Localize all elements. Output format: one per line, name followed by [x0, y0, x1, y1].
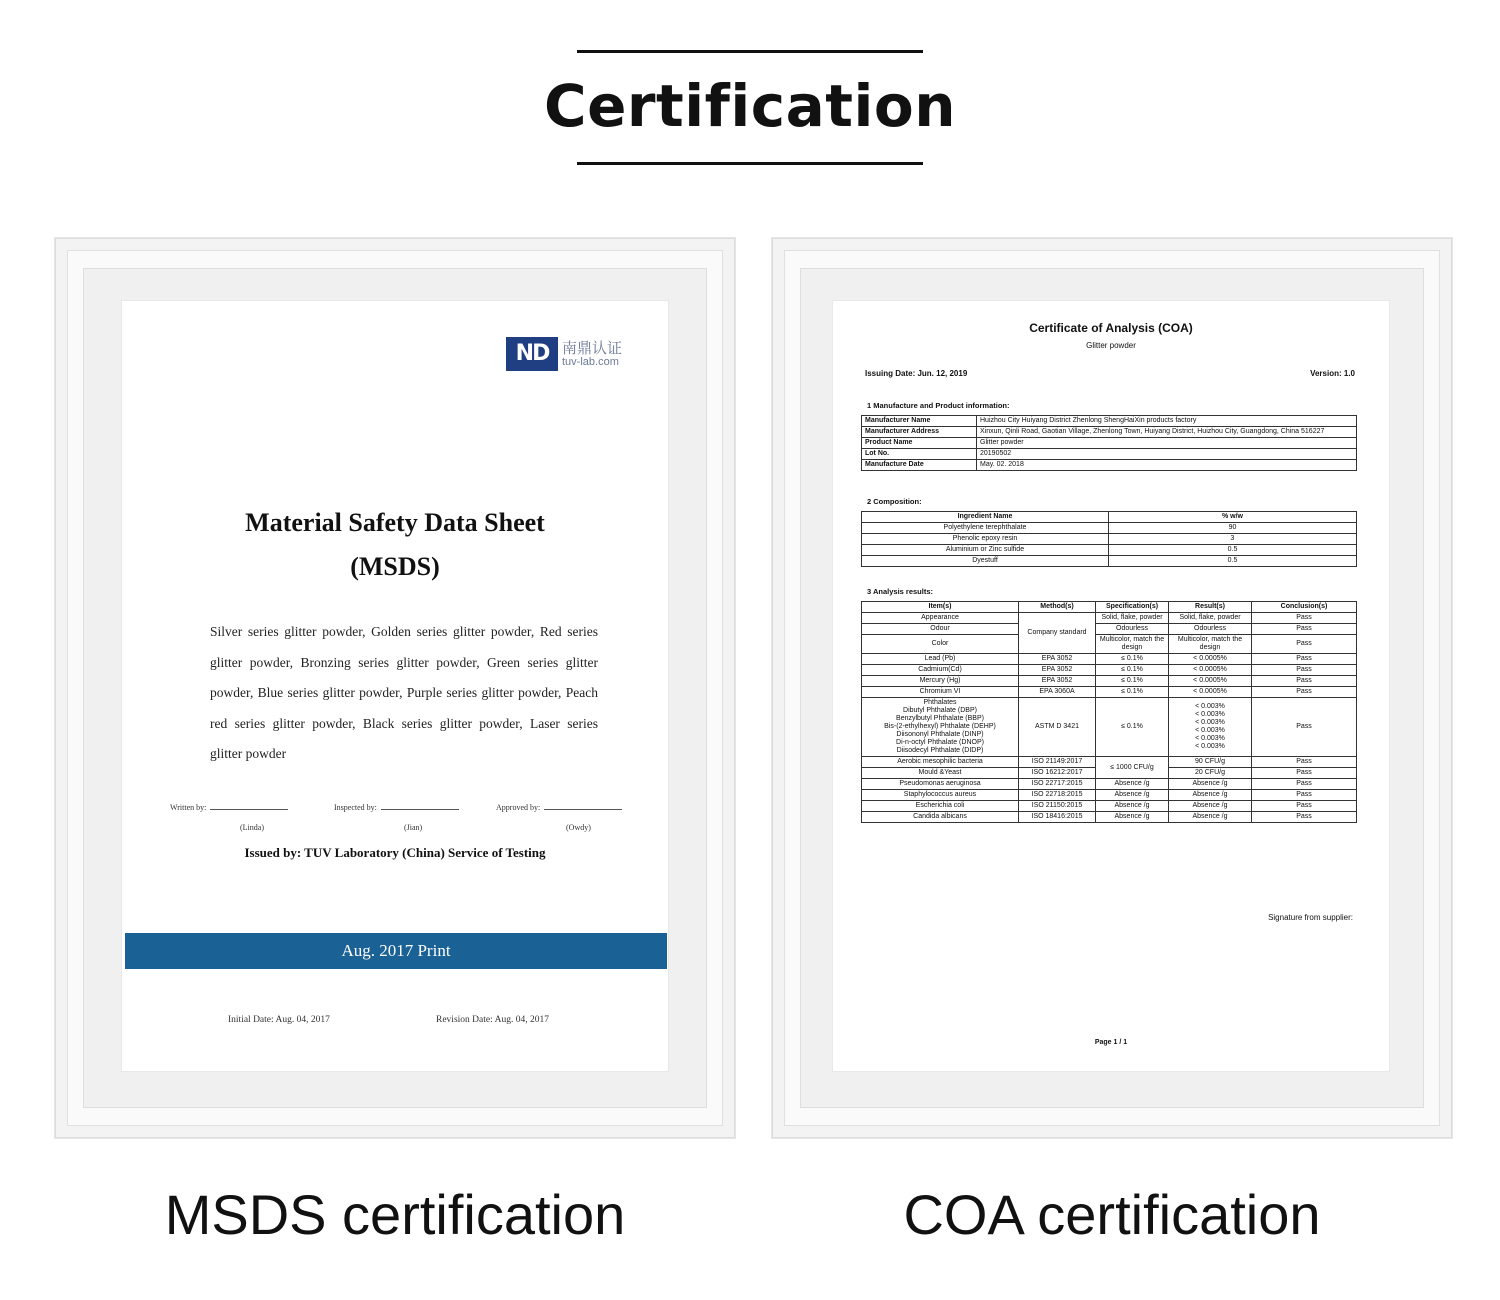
- table-cell: Phenolic epoxy resin: [862, 534, 1109, 545]
- table-header: Method(s): [1019, 602, 1096, 613]
- table-cell: Lot No.: [862, 449, 977, 460]
- table-cell: Glitter powder: [977, 438, 1357, 449]
- msds-frame: [55, 238, 735, 1138]
- table-cell: EPA 3052: [1019, 665, 1096, 676]
- table-cell: Pass: [1252, 757, 1357, 768]
- table-cell: Absence /g: [1096, 801, 1169, 812]
- table-cell: EPA 3052: [1019, 654, 1096, 665]
- msds-subtitle: (MSDS): [350, 552, 440, 581]
- top-rule: [577, 50, 923, 53]
- table-cell: Mercury (Hg): [862, 676, 1019, 687]
- table-cell: Pass: [1252, 768, 1357, 779]
- inspected-by-name: (Jian): [404, 823, 423, 832]
- table-cell: 0.5: [1109, 545, 1357, 556]
- coa-document: [832, 300, 1390, 1072]
- table-cell: Pass: [1252, 790, 1357, 801]
- table-row: [862, 757, 1357, 768]
- table-cell: Multicolor, match the design: [1096, 635, 1169, 654]
- table-header: Conclusion(s): [1252, 602, 1357, 613]
- table-cell: 3: [1109, 534, 1357, 545]
- table-cell: Odour: [862, 624, 1019, 635]
- logo-mark-icon: ND: [506, 337, 558, 371]
- header: [0, 0, 1500, 200]
- table-cell: Phthalates Dibutyl Phthalate (DBP) Benzylbutyl Phthalate (BBP) Bis-(2-ethylhexyl) Phthalate (DEHP) Diisononyl Phthalate (DINP) Di-n-octyl Phthalate (DNOP) Diisodecyl Phthalate (DIDP): [862, 698, 1019, 757]
- table-row: [862, 624, 1357, 635]
- table-cell: Polyethylene terephthalate: [862, 523, 1109, 534]
- lab-logo: [506, 337, 646, 373]
- table-row: [862, 676, 1357, 687]
- analysis-table: [861, 601, 1357, 823]
- table-cell: Mould &Yeast: [862, 768, 1019, 779]
- inspected-by-label: Inspected by:: [334, 803, 377, 812]
- table-cell: May. 02. 2018: [977, 460, 1357, 471]
- table-cell: 0.5: [1109, 556, 1357, 567]
- table-cell: Cadmium(Cd): [862, 665, 1019, 676]
- table-cell: Solid, flake, powder: [1169, 613, 1252, 624]
- table-row: [862, 801, 1357, 812]
- table-row: [862, 654, 1357, 665]
- table-cell: ≤ 0.1%: [1096, 665, 1169, 676]
- approved-by-label: Approved by:: [496, 803, 541, 812]
- table-row: [862, 523, 1357, 534]
- table-row: [862, 460, 1357, 471]
- table-cell: EPA 3060A: [1019, 687, 1096, 698]
- table-cell: Lead (Pb): [862, 654, 1019, 665]
- table-header: Ingredient Name: [862, 512, 1109, 523]
- written-by: [170, 801, 288, 832]
- logo-chinese-text: 南鼎认证: [562, 339, 623, 357]
- table-cell: ≤ 1000 CFU/g: [1096, 757, 1169, 779]
- table-cell: Absence /g: [1169, 812, 1252, 823]
- table-row: [862, 545, 1357, 556]
- table-cell: Pass: [1252, 665, 1357, 676]
- table-cell: ASTM D 3421: [1019, 698, 1096, 757]
- table-cell: 20 CFU/g: [1169, 768, 1252, 779]
- bottom-rule: [577, 162, 923, 165]
- table-row: [862, 438, 1357, 449]
- table-cell: ≤ 0.1%: [1096, 687, 1169, 698]
- table-cell: Escherichia coli: [862, 801, 1019, 812]
- table-cell: Product Name: [862, 438, 977, 449]
- table-row: [862, 687, 1357, 698]
- composition-table: [861, 511, 1357, 567]
- table-cell: Color: [862, 635, 1019, 654]
- msds-document: [121, 300, 669, 1072]
- table-row: [862, 556, 1357, 567]
- signature-line: [381, 801, 459, 810]
- table-cell: Pass: [1252, 779, 1357, 790]
- approved-by: [496, 801, 622, 832]
- table-row: [862, 665, 1357, 676]
- table-cell: Pass: [1252, 624, 1357, 635]
- written-by-label: Written by:: [170, 803, 207, 812]
- table-cell: Pass: [1252, 654, 1357, 665]
- table-cell: Aluminium or Zinc sulfide: [862, 545, 1109, 556]
- table-cell: Odourless: [1096, 624, 1169, 635]
- table-cell: Appearance: [862, 613, 1019, 624]
- table-cell: Manufacturer Name: [862, 416, 977, 427]
- table-cell: Candida albicans: [862, 812, 1019, 823]
- written-by-name: (Linda): [240, 823, 264, 832]
- table-cell: Absence /g: [1096, 779, 1169, 790]
- table-cell: Absence /g: [1169, 790, 1252, 801]
- table-cell: Absence /g: [1169, 779, 1252, 790]
- table-cell: EPA 3052: [1019, 676, 1096, 687]
- table-header: Item(s): [862, 602, 1019, 613]
- coa-subtitle: Glitter powder: [1086, 341, 1136, 350]
- table-cell: ISO 21150:2015: [1019, 801, 1096, 812]
- table-cell: < 0.0005%: [1169, 665, 1252, 676]
- version: Version: 1.0: [1310, 369, 1355, 378]
- table-cell: Pass: [1252, 635, 1357, 654]
- table-cell: Dyestuff: [862, 556, 1109, 567]
- table-cell: ISO 16212:2017: [1019, 768, 1096, 779]
- table-cell: Solid, flake, powder: [1096, 613, 1169, 624]
- product-info-table: [861, 415, 1357, 471]
- table-cell: Pass: [1252, 613, 1357, 624]
- table-cell: 90 CFU/g: [1169, 757, 1252, 768]
- table-cell: Pseudomonas aeruginosa: [862, 779, 1019, 790]
- table-cell: ISO 22718:2015: [1019, 790, 1096, 801]
- supplier-signature: Signature from supplier:: [1268, 913, 1353, 922]
- table-row: [862, 427, 1357, 438]
- signature-row: [170, 801, 630, 841]
- issuing-date: Issuing Date: Jun. 12, 2019: [865, 369, 968, 378]
- table-cell: 90: [1109, 523, 1357, 534]
- inspected-by: [334, 801, 459, 832]
- table-cell: ≤ 0.1%: [1096, 654, 1169, 665]
- msds-caption: MSDS certification: [164, 1183, 626, 1246]
- section-2-heading: 2 Composition:: [867, 497, 922, 506]
- section-1-heading: 1 Manufacture and Product information:: [867, 401, 1010, 410]
- table-cell: Pass: [1252, 801, 1357, 812]
- page-title: Certification: [544, 72, 956, 140]
- table-cell: Staphylococcus aureus: [862, 790, 1019, 801]
- table-cell: < 0.0005%: [1169, 676, 1252, 687]
- table-cell: Manufacturer Address: [862, 427, 977, 438]
- table-row: [862, 812, 1357, 823]
- table-cell: Aerobic mesophilic bacteria: [862, 757, 1019, 768]
- msds-product-list: Silver series glitter powder, Golden series glitter powder, Red series glitter powder, Bronzing series glitter powder, Green series glitter powder, Blue series glitter powder, Purple series glitter powder, Peach red series glitter powder, Black series glitter powder, Laser series glitter powder: [210, 624, 598, 761]
- table-row: [862, 698, 1357, 757]
- issued-by: Issued by: TUV Laboratory (China) Service of Testing: [244, 845, 546, 860]
- table-row: [862, 779, 1357, 790]
- initial-date: Initial Date: Aug. 04, 2017: [228, 1015, 330, 1025]
- section-3-heading: 3 Analysis results:: [867, 587, 934, 596]
- table-row: [862, 534, 1357, 545]
- table-cell: ≤ 0.1%: [1096, 698, 1169, 757]
- table-cell: Pass: [1252, 676, 1357, 687]
- table-cell: Company standard: [1019, 613, 1096, 654]
- coa-frame: [772, 238, 1452, 1138]
- revision-date: Revision Date: Aug. 04, 2017: [436, 1015, 549, 1025]
- table-row: [862, 790, 1357, 801]
- table-cell: Multicolor, match the design: [1169, 635, 1252, 654]
- table-cell: ≤ 0.1%: [1096, 676, 1169, 687]
- table-cell: 20190502: [977, 449, 1357, 460]
- coa-title: Certificate of Analysis (COA): [1029, 321, 1193, 335]
- table-cell: ISO 21149:2017: [1019, 757, 1096, 768]
- table-row: [862, 449, 1357, 460]
- table-row: [862, 635, 1357, 654]
- table-cell: Chromium VI: [862, 687, 1019, 698]
- table-cell: ISO 22717:2015: [1019, 779, 1096, 790]
- table-cell: ISO 18416:2015: [1019, 812, 1096, 823]
- table-cell: Absence /g: [1096, 812, 1169, 823]
- table-header: Result(s): [1169, 602, 1252, 613]
- table-cell: Huizhou City Huiyang District Zhenlong ShengHaiXin products factory: [977, 416, 1357, 427]
- table-cell: Absence /g: [1096, 790, 1169, 801]
- signature-line: [544, 801, 622, 810]
- table-header: Specification(s): [1096, 602, 1169, 613]
- table-header: % w/w: [1109, 512, 1357, 523]
- signature-line: [210, 801, 288, 810]
- table-cell: Xinxun, Qinli Road, Gaotian Village, Zhenlong Town, Huiyang District, Huizhou City, Guangdong, China 516227: [977, 427, 1357, 438]
- page-number: Page 1 / 1: [1094, 1039, 1128, 1046]
- table-cell: < 0.0005%: [1169, 654, 1252, 665]
- logo-url: tuv-lab.com: [562, 356, 619, 368]
- table-cell: < 0.0005%: [1169, 687, 1252, 698]
- table-cell: Pass: [1252, 687, 1357, 698]
- approved-by-name: (Owdy): [566, 823, 591, 832]
- table-row: [862, 416, 1357, 427]
- table-cell: < 0.003% < 0.003% < 0.003% < 0.003% < 0.003% < 0.003%: [1169, 698, 1252, 757]
- table-cell: Pass: [1252, 698, 1357, 757]
- table-cell: Absence /g: [1169, 801, 1252, 812]
- coa-caption: COA certification: [903, 1183, 1321, 1246]
- table-row: [862, 613, 1357, 624]
- table-cell: Manufacture Date: [862, 460, 977, 471]
- print-band: Aug. 2017 Print: [125, 933, 667, 969]
- msds-title: Material Safety Data Sheet: [245, 508, 545, 537]
- table-cell: Odourless: [1169, 624, 1252, 635]
- table-cell: Pass: [1252, 812, 1357, 823]
